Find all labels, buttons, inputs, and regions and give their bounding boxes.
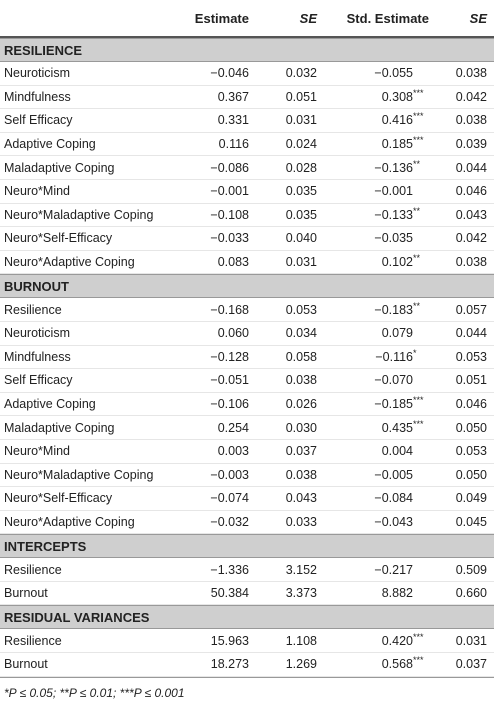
- std-estimate-cell: [317, 657, 429, 671]
- se-cell: 0.058: [285, 349, 317, 364]
- row-label: Neuro*Self-Efficacy: [4, 491, 113, 506]
- row-label: Resilience: [4, 302, 62, 317]
- estimate-cell: −1.336: [210, 562, 249, 577]
- significance-stars: **: [413, 252, 421, 263]
- table-row: [0, 346, 494, 370]
- std-se-cell: 0.660: [455, 586, 487, 601]
- table-row: [0, 298, 494, 322]
- std-estimate-cell: [317, 326, 429, 340]
- std-estimate-value: −0.084: [374, 491, 413, 506]
- se-cell: 0.053: [285, 302, 317, 317]
- estimate-cell: 0.331: [217, 113, 249, 128]
- row-label: Neuro*Mind: [4, 184, 71, 199]
- significance-stars: ***: [413, 655, 424, 666]
- std-se-cell: 0.038: [455, 113, 487, 128]
- estimate-cell: −0.003: [210, 467, 249, 482]
- std-estimate-value: −0.116: [375, 349, 413, 364]
- estimate-cell: −0.033: [210, 231, 249, 246]
- std-se-cell: 0.038: [455, 255, 487, 270]
- estimate-cell: −0.074: [210, 491, 249, 506]
- std-estimate-cell: [317, 184, 429, 198]
- std-estimate-cell: [317, 468, 429, 482]
- row-label: Neuroticism: [4, 66, 70, 81]
- std-se-cell: 0.044: [455, 160, 487, 175]
- std-estimate-cell: [317, 491, 429, 505]
- table-row: [0, 653, 494, 677]
- se-cell: 0.040: [285, 231, 317, 246]
- significance-stars: **: [413, 158, 421, 169]
- std-estimate-cell: [317, 563, 429, 577]
- std-estimate-value: 0.079: [381, 326, 413, 341]
- std-estimate-value: −0.185: [374, 397, 413, 412]
- estimate-cell: 0.083: [217, 255, 249, 270]
- se-cell: 0.037: [285, 444, 317, 459]
- std-se-cell: 0.046: [455, 397, 487, 412]
- se-cell: 0.035: [285, 207, 317, 222]
- std-estimate-value: 0.004: [381, 444, 413, 459]
- header-std-estimate: Std. Estimate: [346, 10, 429, 26]
- significance-stars: ***: [413, 87, 424, 98]
- row-label: Neuro*Self-Efficacy: [4, 231, 113, 246]
- row-label: Resilience: [4, 633, 62, 648]
- std-estimate-cell: [317, 231, 429, 245]
- std-se-cell: 0.050: [455, 420, 487, 435]
- row-label: Mindfulness: [4, 89, 71, 104]
- std-estimate-cell: [317, 158, 429, 175]
- table-row: [0, 416, 494, 440]
- std-se-cell: 0.509: [455, 562, 487, 577]
- std-se-cell: 0.046: [455, 184, 487, 199]
- row-label: Self Efficacy: [4, 113, 73, 128]
- std-estimate-value: 0.420: [381, 633, 413, 648]
- row-label: Adaptive Coping: [4, 397, 96, 412]
- row-label: Neuro*Maladaptive Coping: [4, 467, 154, 482]
- header-se: SE: [299, 10, 317, 26]
- section-header: BURNOUT: [0, 274, 494, 298]
- significance-stars: ***: [413, 631, 424, 642]
- estimate-cell: 50.384: [210, 586, 249, 601]
- table-row: [0, 322, 494, 346]
- std-se-cell: 0.043: [455, 207, 487, 222]
- se-cell: 1.108: [285, 633, 317, 648]
- std-estimate-value: −0.183: [374, 302, 413, 317]
- std-se-cell: 0.045: [455, 514, 487, 529]
- se-cell: 0.032: [285, 66, 317, 81]
- std-estimate-value: 0.185: [381, 137, 413, 152]
- std-se-cell: 0.053: [455, 349, 487, 364]
- std-estimate-cell: [317, 134, 429, 152]
- std-estimate-cell: [317, 373, 429, 387]
- row-label: Adaptive Coping: [4, 137, 96, 152]
- table-row: [0, 487, 494, 511]
- estimate-cell: −0.086: [210, 160, 249, 175]
- se-cell: 0.033: [285, 514, 317, 529]
- se-cell: 0.026: [285, 397, 317, 412]
- estimate-cell: 15.963: [210, 633, 249, 648]
- estimate-cell: −0.001: [210, 184, 249, 199]
- estimate-cell: −0.128: [210, 349, 249, 364]
- std-estimate-value: −0.217: [374, 562, 413, 577]
- estimate-cell: 0.254: [217, 420, 249, 435]
- row-label: Neuroticism: [4, 326, 70, 341]
- std-estimate-value: −0.043: [374, 514, 413, 529]
- row-label: Mindfulness: [4, 349, 71, 364]
- table-row: [0, 251, 494, 275]
- row-label: Neuro*Adaptive Coping: [4, 255, 135, 270]
- table-row: [0, 629, 494, 653]
- std-estimate-value: −0.035: [374, 231, 413, 246]
- header-estimate: Estimate: [194, 10, 249, 26]
- std-estimate-cell: [317, 394, 429, 412]
- std-estimate-value: 0.102: [381, 255, 413, 270]
- table-row: [0, 156, 494, 180]
- header-std-se: SE: [469, 10, 487, 26]
- std-se-cell: 0.051: [455, 373, 487, 388]
- significance-stars: ***: [413, 134, 424, 145]
- std-estimate-value: −0.070: [374, 373, 413, 388]
- row-label: Maladaptive Coping: [4, 160, 115, 175]
- std-estimate-cell: [317, 113, 429, 127]
- table-row: [0, 511, 494, 535]
- std-estimate-value: 8.882: [381, 586, 413, 601]
- significance-stars: ***: [413, 394, 424, 405]
- row-label: Self Efficacy: [4, 373, 73, 388]
- std-estimate-value: −0.005: [374, 467, 413, 482]
- significance-stars: **: [413, 300, 421, 311]
- table-header: [0, 0, 494, 38]
- std-se-cell: 0.039: [455, 137, 487, 152]
- std-estimate-value: 0.568: [381, 657, 413, 672]
- std-se-cell: 0.042: [455, 231, 487, 246]
- std-estimate-cell: [317, 444, 429, 458]
- table-row: [0, 369, 494, 393]
- significance-stars: **: [413, 205, 421, 216]
- std-estimate-cell: [317, 418, 429, 435]
- std-se-cell: 0.042: [455, 89, 487, 104]
- table-row: [0, 204, 494, 228]
- std-estimate-cell: [317, 586, 429, 600]
- estimate-cell: 0.367: [217, 89, 249, 104]
- std-estimate-value: 0.416: [381, 113, 413, 128]
- significance-stars: ***: [413, 111, 424, 122]
- std-se-cell: 0.050: [455, 467, 487, 482]
- table-row: [0, 558, 494, 582]
- table-row: [0, 62, 494, 86]
- estimate-cell: −0.108: [210, 207, 249, 222]
- row-label: Resilience: [4, 562, 62, 577]
- estimate-cell: −0.046: [210, 66, 249, 81]
- row-label: Burnout: [4, 657, 48, 672]
- std-estimate-cell: [317, 66, 429, 80]
- table-row: [0, 133, 494, 157]
- se-cell: 0.028: [285, 160, 317, 175]
- row-label: Burnout: [4, 586, 48, 601]
- section-header: RESIDUAL VARIANCES: [0, 605, 494, 629]
- estimate-cell: −0.051: [210, 373, 249, 388]
- se-cell: 0.024: [285, 137, 317, 152]
- std-estimate-value: 0.435: [381, 420, 413, 435]
- significance-stars: ***: [413, 418, 424, 429]
- se-cell: 0.038: [285, 373, 317, 388]
- se-cell: 0.034: [285, 326, 317, 341]
- std-se-cell: 0.049: [455, 491, 487, 506]
- std-se-cell: 0.031: [455, 633, 487, 648]
- se-cell: 3.373: [285, 586, 317, 601]
- row-label: Neuro*Maladaptive Coping: [4, 207, 154, 222]
- table-row: [0, 180, 494, 204]
- std-estimate-cell: [317, 631, 429, 648]
- se-cell: 0.030: [285, 420, 317, 435]
- se-cell: 0.051: [285, 89, 317, 104]
- table-row: [0, 227, 494, 251]
- se-cell: 0.031: [285, 255, 317, 270]
- std-estimate-cell: [317, 347, 429, 364]
- se-cell: 0.031: [285, 113, 317, 128]
- table-row: [0, 393, 494, 417]
- se-cell: 0.038: [285, 467, 317, 482]
- std-estimate-cell: [317, 300, 429, 317]
- table-body: [0, 38, 494, 677]
- std-se-cell: 0.038: [455, 66, 487, 81]
- std-se-cell: 0.044: [455, 326, 487, 341]
- row-label: Neuro*Adaptive Coping: [4, 514, 135, 529]
- se-cell: 0.043: [285, 491, 317, 506]
- estimate-cell: 0.060: [217, 326, 249, 341]
- table-row: [0, 109, 494, 133]
- se-cell: 1.269: [285, 657, 317, 672]
- table-row: [0, 440, 494, 464]
- std-se-cell: 0.053: [455, 444, 487, 459]
- se-cell: 0.035: [285, 184, 317, 199]
- row-label: Maladaptive Coping: [4, 420, 115, 435]
- row-label: Neuro*Mind: [4, 444, 71, 459]
- std-estimate-cell: [317, 205, 429, 222]
- section-header: INTERCEPTS: [0, 534, 494, 558]
- estimate-cell: 18.273: [210, 657, 249, 672]
- std-estimate-value: −0.055: [374, 66, 413, 81]
- std-se-cell: 0.037: [455, 657, 487, 672]
- estimate-cell: −0.106: [210, 397, 249, 412]
- std-estimate-value: −0.001: [374, 184, 413, 199]
- section-header: RESILIENCE: [0, 38, 494, 62]
- estimate-cell: 0.003: [217, 444, 249, 459]
- significance-stars: *: [413, 347, 417, 358]
- table-row: [0, 582, 494, 606]
- std-estimate-value: −0.136: [374, 160, 413, 175]
- estimate-cell: −0.032: [210, 514, 249, 529]
- std-se-cell: 0.057: [455, 302, 487, 317]
- std-estimate-value: 0.308: [381, 89, 413, 104]
- estimate-cell: −0.168: [210, 302, 249, 317]
- table-row: [0, 464, 494, 488]
- std-estimate-cell: [317, 515, 429, 529]
- estimate-cell: 0.116: [218, 137, 249, 152]
- table-row: [0, 86, 494, 110]
- std-estimate-cell: [317, 252, 429, 270]
- std-estimate-value: −0.133: [374, 207, 413, 222]
- footnote: *P ≤ 0.05; **P ≤ 0.01; ***P ≤ 0.001: [0, 677, 494, 708]
- se-cell: 3.152: [285, 562, 317, 577]
- std-estimate-cell: [317, 87, 429, 104]
